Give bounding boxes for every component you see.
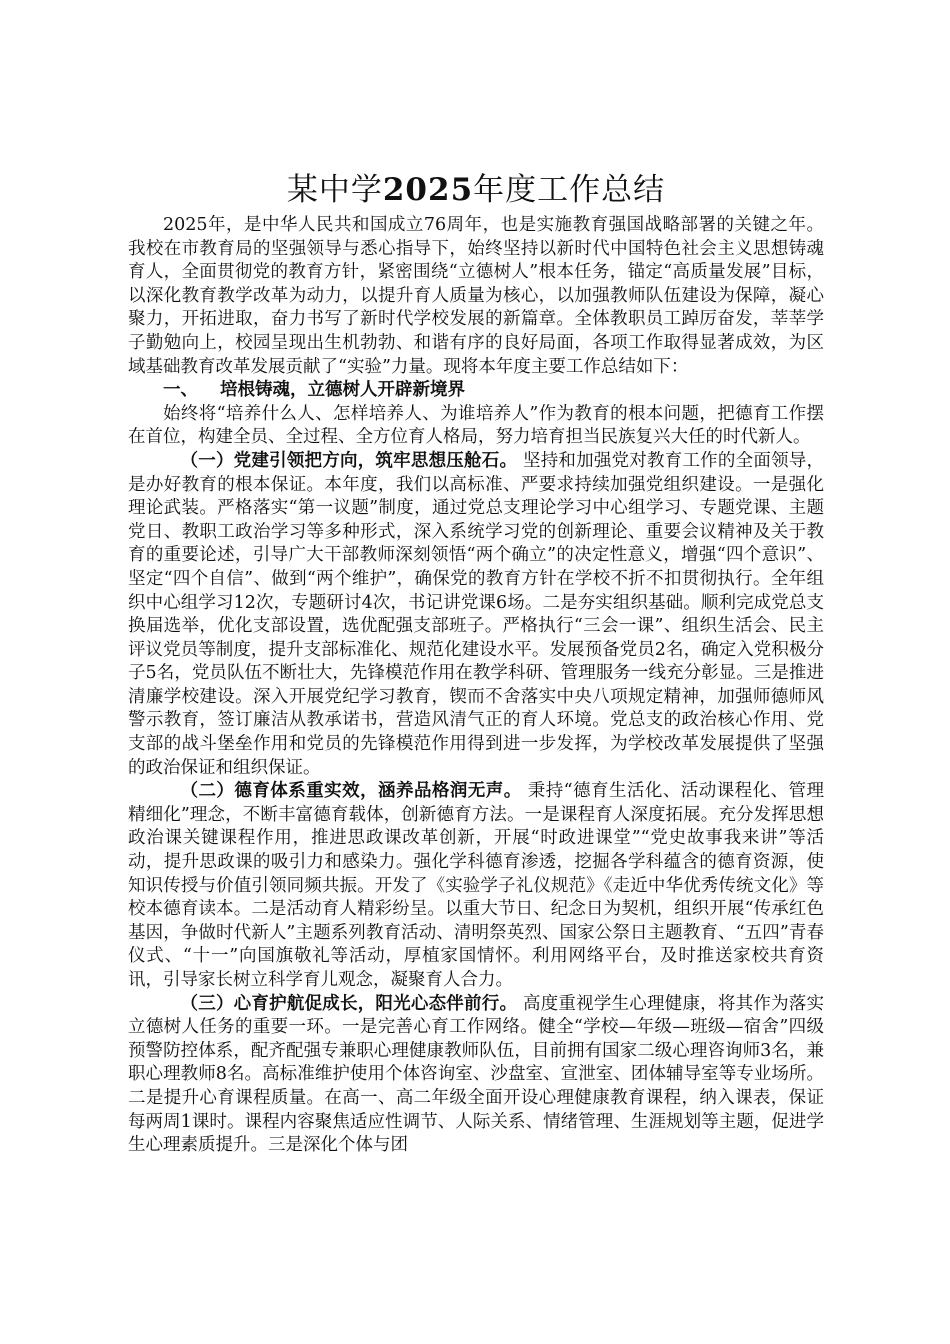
- section-number: 一、: [163, 380, 198, 401]
- title-prefix: 某中学: [286, 172, 383, 208]
- page-title: [128, 170, 824, 210]
- title-year: 2025: [382, 172, 474, 208]
- subsection-paragraph-mental: [128, 993, 824, 1158]
- section-intro-paragraph: 始终将“培养什么人、怎样培养人、为谁培养人”作为教育的根本问题，把德育工作摆在首位，构建全员、全过程、全方位育人格局，努力培育担当民族复兴大任的时代新人。: [128, 403, 824, 448]
- subsection-body: 高度重视学生心理健康，将其作为落实立德树人任务的重要一环。一是完善心育工作网络。健全“学校—年级—班级—宿舍”四级预警防控体系，配齐配强专兼职心理健康教师队伍，目前拥有国家二级心理咨询师3名，兼职心理教师8名。高标准维护使用个体咨询室、沙盘室、宣泄室、团体辅导室等专业场所。二是提升心育课程质量。在高一、高二年级全面开设心理健康教育课程，纳入课表，保证每两周1课时。课程内容聚焦适应性调节、人际关系、情绪管理、生涯规划等主题，促进学生心理素质提升。三是深化个体与团: [128, 993, 825, 1156]
- subsection-paragraph-moral: [128, 780, 824, 992]
- subsection-heading: （二）德育体系重实效，涵养品格润无声。: [180, 781, 522, 802]
- section-heading: [128, 379, 824, 403]
- subsection-heading: （一）党建引领把方向，筑牢思想压舱石。: [180, 450, 518, 471]
- subsection-paragraph-party: [128, 450, 824, 780]
- subsection-body: 秉持“德育生活化、活动课程化、管理精细化”理念，不断丰富德育载体，创新德育方法。一是课程育人深度拓展。充分发挥思想政治课关键课程作用，推进思政课改革创新，开展“时政进课堂”“党史故事我来讲”等活动，提升思政课的吸引力和感染力。强化学科德育渗透，挖掘各学科蕴含的德育资源，使知识传授与价值引领同频共振。开发了《实验学子礼仪规范》《走近中华优秀传统文化》等校本德育读本。二是活动育人精彩纷呈。以重大节日、纪念日为契机，组织开展“传承红色基因，争做时代新人”主题系列教育活动、清明祭英烈、国家公祭日主题教育、“五四”青春仪式、“十一”向国旗敬礼等活动，厚植家国情怀。利用网络平台，及时推送家校共育资讯，引导家长树立科学育儿观念，凝聚育人合力。: [128, 781, 824, 990]
- subsection-body: 坚持和加强党对教育工作的全面领导，是办好教育的根本保证。本年度，我们以高标准、严要求持续加强党组织建设。一是强化理论武装。严格落实“第一议题”制度，通过党总支理论学习中心组学习、专题党课、主题党日、教职工政治学习等多种形式，深入系统学习党的创新理论、重要会议精神及关于教育的重要论述，引导广大干部教师深刻领悟“两个确立”的决定性意义，增强“四个意识”、坚定“四个自信”、做到“两个维护”，确保党的教育方针在学校不折不扣贯彻执行。全年组织中心组学习12次，专题研讨4次，书记讲党课6场。二是夯实组织基础。顺利完成党总支换届选举，优化支部设置，选优配强支部班子。严格执行“三会一课”、组织生活会、民主评议党员等制度，提升支部标准化、规范化建设水平。发展预备党员2名，确定入党积极分子5名，党员队伍不断壮大，先锋模范作用在教学科研、管理服务一线充分彰显。三是推进清廉学校建设。深入开展党纪学习教育，锲而不舍落实中央八项规定精神，加强师德师风警示教育，签订廉洁从教承诺书，营造风清气正的育人环境。党总支的政治核心作用、党支部的战斗堡垒作用和党员的先锋模范作用得到进一步发挥，为学校改革发展提供了坚强的政治保证和组织保证。: [128, 450, 825, 778]
- section-title: 培根铸魂，立德树人开辟新境界: [220, 380, 465, 401]
- intro-paragraph: 2025年，是中华人民共和国成立76周年，也是实施教育强国战略部署的关键之年。我校在市教育局的坚强领导与悉心指导下，始终坚持以新时代中国特色社会主义思想铸魂育人，全面贯彻党的教育方针，紧密围绕“立德树人”根本任务，锚定“高质量发展”目标，以深化教育教学改革为动力，以提升育人质量为核心，以加强教师队伍建设为保障，凝心聚力，开拓进取，奋力书写了新时代学校发展的新篇章。全体教职员工踔厉奋发，莘莘学子勤勉向上，校园呈现出生机勃勃、和谐有序的良好局面，各项工作取得显著成效，为区域基础教育改革发展贡献了“实验”力量。现将本年度主要工作总结如下：: [128, 215, 824, 377]
- title-suffix: 年度工作总结: [473, 172, 666, 208]
- subsection-heading: （三）心育护航促成长，阳光心态伴前行。: [180, 993, 518, 1014]
- document-content: [128, 170, 824, 1158]
